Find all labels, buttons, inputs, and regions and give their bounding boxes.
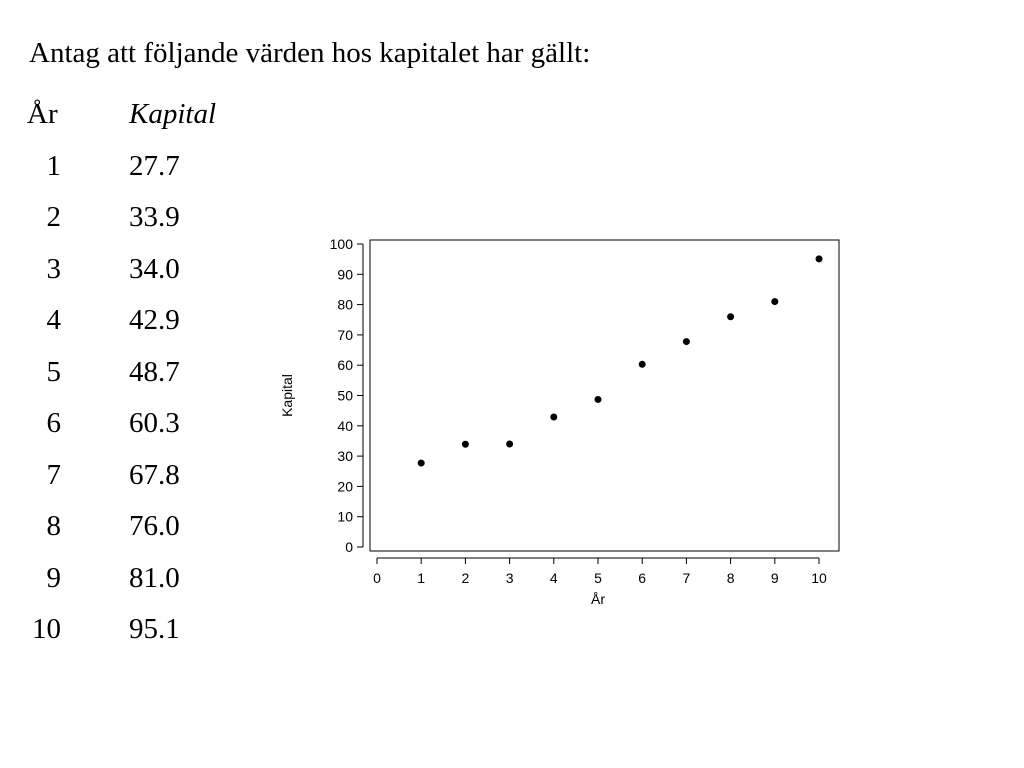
y-tick-label: 90 <box>337 266 353 283</box>
data-point <box>816 255 823 262</box>
x-tick-label: 0 <box>373 570 381 586</box>
x-tick-label: 1 <box>417 570 426 586</box>
x-tick-label: 6 <box>638 570 647 586</box>
x-tick-label: 3 <box>505 570 514 586</box>
intro-text: Antag att följande värden hos kapitalet har gällt: <box>29 37 591 69</box>
x-tick-label: 5 <box>594 570 602 586</box>
y-tick-label: 60 <box>337 357 353 374</box>
capital-column-header: Kapital <box>129 98 217 130</box>
chart-svg <box>270 225 850 625</box>
x-tick-label: 9 <box>770 570 779 586</box>
capital-cell: 95.1 <box>129 613 180 645</box>
y-tick-label: 80 <box>337 296 353 313</box>
data-point <box>418 460 425 467</box>
data-point <box>595 396 602 403</box>
data-point <box>683 338 690 345</box>
data-point <box>727 313 734 320</box>
plot-frame <box>370 240 839 551</box>
capital-cell: 81.0 <box>129 561 180 594</box>
data-point <box>462 441 469 448</box>
x-tick-label: 8 <box>726 570 735 586</box>
data-point <box>639 361 646 368</box>
capital-cell: 33.9 <box>129 201 180 233</box>
capital-cell: 76.0 <box>129 510 180 542</box>
y-tick-label: 20 <box>337 478 353 495</box>
y-tick-label: 10 <box>337 508 353 525</box>
year-cell: 5 <box>46 355 61 388</box>
x-tick-label: 10 <box>811 570 827 586</box>
year-cell: 9 <box>46 561 61 594</box>
y-tick-label: 50 <box>337 387 353 404</box>
capital-cell: 34.0 <box>129 252 180 285</box>
capital-cell: 42.9 <box>129 304 180 336</box>
capital-cell: 60.3 <box>129 407 180 439</box>
y-tick-label: 0 <box>345 539 353 555</box>
year-cell: 3 <box>46 252 61 285</box>
x-tick-label: 2 <box>461 570 470 586</box>
year-cell: 8 <box>46 510 61 542</box>
capital-cell: 27.7 <box>129 149 180 182</box>
year-cell: 6 <box>46 407 61 439</box>
year-cell: 1 <box>46 149 61 182</box>
year-cell: 10 <box>32 613 61 645</box>
data-point <box>550 414 557 421</box>
data-point <box>771 298 778 305</box>
scatter-chart <box>270 225 850 625</box>
year-cell: 4 <box>46 304 61 336</box>
data-point <box>506 440 513 447</box>
x-axis-label: År <box>591 591 605 607</box>
x-tick-label: 4 <box>549 570 558 586</box>
y-tick-label: 70 <box>337 326 353 343</box>
capital-cell: 67.8 <box>129 458 180 491</box>
capital-cell: 48.7 <box>129 355 180 388</box>
y-tick-label: 30 <box>337 448 353 465</box>
year-cell: 2 <box>46 201 61 233</box>
year-column-header: År <box>27 98 58 130</box>
y-axis-label: Kapital <box>279 374 295 417</box>
y-tick-label: 40 <box>337 417 353 434</box>
year-cell: 7 <box>46 458 61 491</box>
y-tick-label: 100 <box>329 236 353 252</box>
x-tick-label: 7 <box>682 570 691 586</box>
